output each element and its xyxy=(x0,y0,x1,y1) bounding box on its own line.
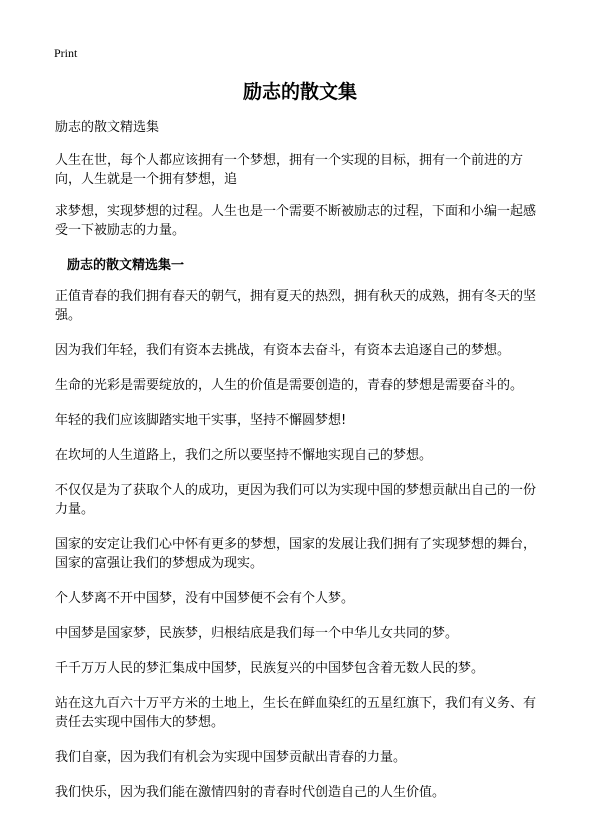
paragraph: 在坎坷的人生道路上，我们之所以要坚持不懈地实现自己的梦想。 xyxy=(55,448,433,463)
section-heading: 励志的散文精选集一 xyxy=(67,258,185,273)
paragraph: 我们快乐，因为我们能在激情四射的青春时代创造自己的人生价值。 xyxy=(55,785,446,800)
paragraph: 正值青春的我们拥有春天的朝气，拥有夏天的热烈，拥有秋天的成熟，拥有冬天的坚强。 xyxy=(55,289,537,323)
paragraph: 站在这九百六十万平方米的土地上，生长在鲜血染红的五星红旗下，我们有义务、有责任去实现中国伟大的梦想。 xyxy=(55,696,537,730)
paragraph: 年轻的我们应该脚踏实地干实事，坚持不懈圆梦想! xyxy=(55,413,347,428)
paragraph: 个人梦离不开中国梦，没有中国梦便不会有个人梦。 xyxy=(55,591,355,606)
article-body xyxy=(55,118,547,818)
paragraph: 国家的安定让我们心中怀有更多的梦想，国家的发展让我们拥有了实现梦想的舞台，国家的富强让我们的梦想成为现实。 xyxy=(55,537,537,571)
intro-paragraph-1: 人生在世，每个人都应该拥有一个梦想，拥有一个实现的目标，拥有一个前进的方向，人生就是一个拥有梦想，追 xyxy=(55,153,524,187)
paragraph: 中国梦是国家梦，民族梦，归根结底是我们每一个中华儿女共同的梦。 xyxy=(55,626,459,641)
article-subtitle: 励志的散文精选集 xyxy=(55,120,160,135)
print-label: Print xyxy=(54,46,78,60)
paragraph: 千千万万人民的梦汇集成中国梦，民族复兴的中国梦包含着无数人民的梦。 xyxy=(55,661,485,676)
paragraph: 生命的光彩是需要绽放的，人生的价值是需要创造的，青春的梦想是需要奋斗的。 xyxy=(55,378,524,393)
paragraph: 不仅仅是为了获取个人的成功，更因为我们可以为实现中国的梦想贡献出自己的一份力量。 xyxy=(55,483,537,517)
intro-paragraph-2: 求梦想，实现梦想的过程。人生也是一个需要不断被励志的过程，下面和小编一起感受一下被励志的力量。 xyxy=(55,204,537,238)
page-title: 励志的散文集 xyxy=(242,81,357,103)
paragraph: 我们自豪，因为我们有机会为实现中国梦贡献出青春的力量。 xyxy=(55,750,407,765)
paragraph: 因为我们年轻，我们有资本去挑战，有资本去奋斗，有资本去追逐自己的梦想。 xyxy=(55,343,511,358)
